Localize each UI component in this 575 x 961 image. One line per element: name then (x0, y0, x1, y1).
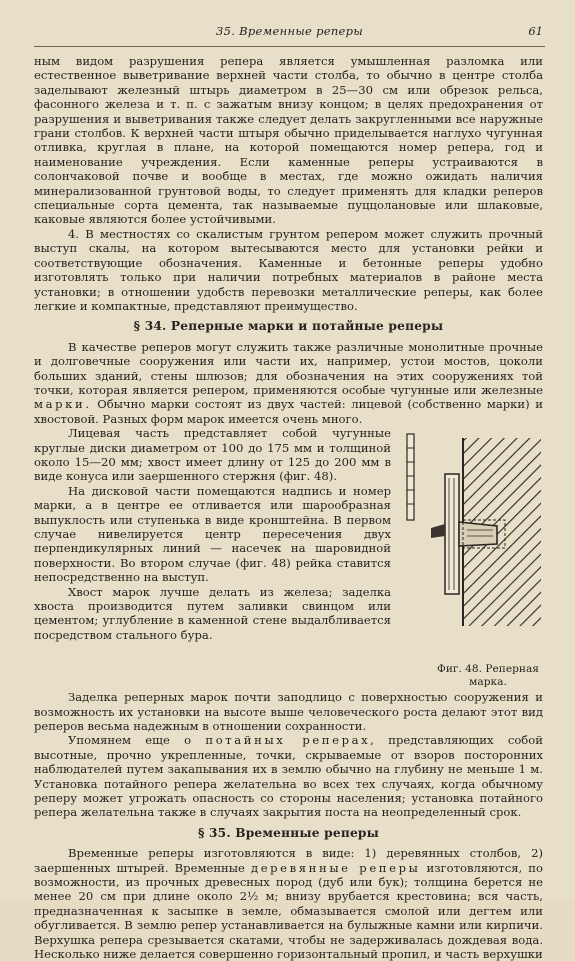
paragraph-face-part: Лицевая часть представляет собой чугунные круглые диски диаметром от 100 до 175 мм и толщиной около 15—20 мм; хвост имеет длину от 125 до 200 мм в виде конуса или заершенного стержня (фиг. 48). (34, 426, 391, 484)
paragraph-flush-mounting: Заделка реперных марок почти заподлицо с поверхностью сооружения и возможность их установки на высоте выше человеческого роста делают этот вид реперов весьма надежным в отношении сохранности. (34, 690, 543, 733)
section-35-heading: § 35. Временные реперы (197, 825, 380, 840)
paragraph-hidden-benchmarks (34, 733, 543, 819)
text-fragment: Временные реперы изготовляются в виде: 1) деревянных столбов, 2) заершенных штырей. Временные (34, 846, 543, 875)
paragraph-temporary-benchmarks (34, 846, 543, 961)
figure-48 (401, 426, 543, 688)
running-title: 35. Временные реперы (216, 24, 363, 38)
page-body (34, 54, 543, 961)
figure-caption: Фиг. 48. Реперная марка. (437, 663, 539, 688)
leveling-rod (407, 434, 414, 520)
paragraph-rocky-ground: 4. В местностях со скалистым грунтом репером может служить прочный выступ скалы, на котором вытесываются место для установки рейки и соответствующие обозначения. Каменные и бетонные реперы удобно изготовлять только при наличии потребных материалов в районе места установки; в отношении удобств перевозки металлические реперы, как более легкие и компактные, представляют преимущество. (34, 226, 543, 313)
benchmark-mark-drawing (401, 426, 543, 688)
text-fragment: , представляющих собой высотные, прочно укрепленные, точки, скрываемые от взоров посторонних наблюдателей путем закапывания их в землю обычно на глубину не меньше 1 м. Установка потайного репера желательна во всех тех случаях, когда обычному реперу может угрожать опасность со стороны населения; установка потайного репера желательна также в случаях закрытия поста на неопределенный срок. (34, 733, 543, 820)
text-fragment: изготовляются, по возможности, из прочных древесных пород (дуб или бук); толщина берется не менее 20 см при длине около 2½ м; внизу врубается крестовина; вся часть, предназначенная к засыпке в земле, обмазывается смолой или дегтем или обугливается. В землю репер устанавливается на булыжные камни или кирпичи. Верхушка репера срезывается скатами, чтобы не задерживалась дождевая вода. Несколько ниже делается совершенно горизонтальный пропил, и часть верхушки (34, 860, 543, 961)
text-fragment: Упомянем еще о (68, 733, 206, 748)
page-header (34, 18, 545, 47)
spaced-term-wooden: деревянные реперы (250, 860, 421, 875)
paragraph-continued: ным видом разрушения репера является умышленная разломка или естественное выветривание верхней части столба, то обычно в центре столба заделывают железный штырь диаметром в 25—30 см или обрезок рельса, фасонного железа и т. п. с зажатым внизу концом; в целях предохранения от разрушения и выветривания также следует делать закругленными все наружные грани столбов. К верхней части штыря обычно приделывается наглухо чугунная отливка, круглая в плане, на которой помещаются номер репера, год и наименование учреждения. Если каменные реперы устраиваются в солончаковой почве и вообще в местах, где можно ожидать наличия минерализованной грунтовой воды, то следует применять для кладки реперов специальные сорта цемента, так называемые пуццолановые или шлаковые, каковые являются более устойчивыми. (34, 54, 543, 227)
mark-bracket (431, 524, 445, 538)
spaced-term-marks: марки. (34, 397, 92, 412)
text-fragment: Обычно марки состоят из двух частей: лицевой (собственно марки) и хвостовой. Разных форм марок имеется очень много. (34, 397, 543, 426)
paragraph-marks-intro (34, 340, 543, 426)
spaced-term-hidden: потайных реперах (205, 733, 371, 748)
paragraph-tail: Хвост марок лучше делать из железа; заделка хвоста производится путем заливки свинцом или цементом; углубление в каменной стене выдалбливается посредством стального бура. (34, 584, 391, 642)
paragraph-disc-part: На дисковой части помещаются надпись и номер марки, а в центре ее отливается или шарообразная выпуклость или ступенька в виде кронштейна. В первом случае нивелируется центр пересечения двух перпендикулярных линий — насечек на шаровидной поверхности. Во втором случае (фиг. 48) рейка ставится непосредственно на выступ. (34, 483, 391, 585)
page-number: 61 (528, 24, 543, 38)
mark-disc (445, 474, 459, 594)
text-fragment: В качестве реперов могут служить также различные монолитные прочные и долговечные сооружения или части их, например, устои мостов, цоколи больших зданий, стены шлюзов; для обозначения на этих сооружениях той точки, которая является репером, применяются особые чугунные или железные (34, 339, 543, 397)
section-34-heading: § 34. Реперные марки и потайные реперы (133, 319, 444, 334)
mark-tail (459, 522, 497, 546)
